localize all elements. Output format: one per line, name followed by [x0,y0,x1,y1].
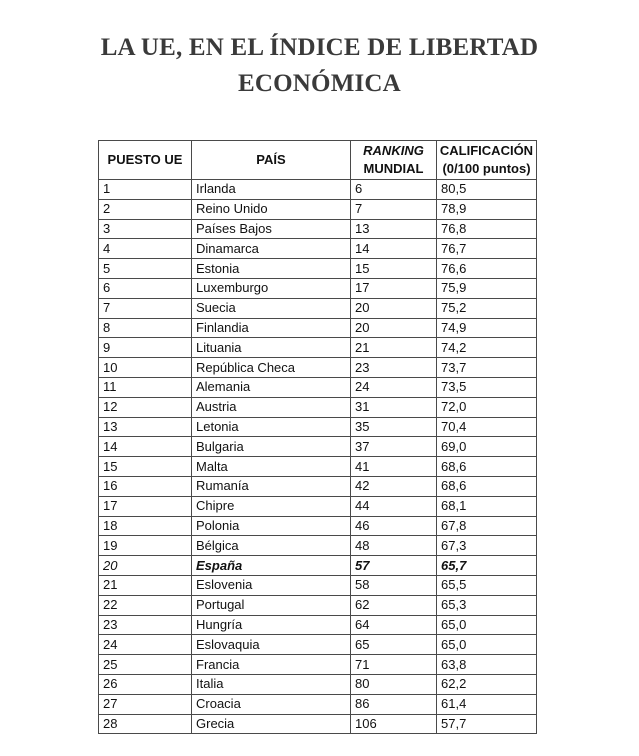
cell-pais: Portugal [192,595,351,615]
cell-calificacion: 69,0 [437,437,537,457]
cell-ranking: 57 [351,556,437,576]
cell-pais: Croacia [192,694,351,714]
cell-ranking: 64 [351,615,437,635]
cell-ranking: 24 [351,377,437,397]
header-pais: PAÍS [192,141,351,180]
cell-pais: Eslovaquia [192,635,351,655]
cell-puesto: 24 [99,635,192,655]
cell-puesto: 27 [99,694,192,714]
title-line-1: LA UE, EN EL ÍNDICE DE LIBERTAD [100,34,539,61]
cell-ranking: 14 [351,239,437,259]
cell-puesto: 13 [99,417,192,437]
cell-calificacion: 70,4 [437,417,537,437]
cell-ranking: 15 [351,259,437,279]
table-body [99,180,537,734]
cell-calificacion: 78,9 [437,199,537,219]
cell-calificacion: 65,0 [437,635,537,655]
cell-pais: Malta [192,457,351,477]
cell-ranking: 86 [351,694,437,714]
cell-pais: Bulgaria [192,437,351,457]
cell-calificacion: 72,0 [437,397,537,417]
cell-puesto: 11 [99,377,192,397]
cell-pais: Grecia [192,714,351,734]
cell-ranking: 23 [351,358,437,378]
cell-pais: Países Bajos [192,219,351,239]
table-row [99,219,537,239]
table-row [99,674,537,694]
table-row [99,417,537,437]
cell-calificacion: 67,8 [437,516,537,536]
cell-puesto: 14 [99,437,192,457]
table-row [99,496,537,516]
table-row [99,476,537,496]
cell-pais: Finlandia [192,318,351,338]
cell-puesto: 25 [99,655,192,675]
cell-calificacion: 80,5 [437,180,537,200]
cell-calificacion: 65,0 [437,615,537,635]
table-row [99,259,537,279]
cell-puesto: 17 [99,496,192,516]
table-row [99,536,537,556]
cell-pais: Lituania [192,338,351,358]
header-puesto: PUESTO UE [99,141,192,180]
table-row [99,199,537,219]
cell-calificacion: 63,8 [437,655,537,675]
cell-puesto: 9 [99,338,192,358]
cell-pais: Suecia [192,298,351,318]
table-row [99,694,537,714]
cell-calificacion: 65,3 [437,595,537,615]
eu-freedom-index-table [98,140,537,734]
cell-puesto: 22 [99,595,192,615]
cell-pais: Reino Unido [192,199,351,219]
table-row [99,437,537,457]
cell-puesto: 7 [99,298,192,318]
table-row [99,377,537,397]
header-calificacion [437,141,537,180]
cell-pais: Rumanía [192,476,351,496]
cell-puesto: 15 [99,457,192,477]
table-row [99,298,537,318]
cell-pais: Polonia [192,516,351,536]
table-row [99,338,537,358]
cell-ranking: 31 [351,397,437,417]
cell-ranking: 46 [351,516,437,536]
cell-calificacion: 73,5 [437,377,537,397]
cell-ranking: 37 [351,437,437,457]
cell-ranking: 80 [351,674,437,694]
cell-pais: Irlanda [192,180,351,200]
table-row [99,635,537,655]
cell-pais: Eslovenia [192,575,351,595]
cell-pais: Italia [192,674,351,694]
cell-puesto: 18 [99,516,192,536]
cell-pais: Hungría [192,615,351,635]
table-row [99,358,537,378]
cell-calificacion: 67,3 [437,536,537,556]
table-row [99,714,537,734]
header-ranking-line-1: RANKING [363,143,424,158]
cell-puesto: 20 [99,556,192,576]
table-row [99,457,537,477]
cell-ranking: 71 [351,655,437,675]
table-row [99,180,537,200]
cell-calificacion: 65,7 [437,556,537,576]
cell-ranking: 44 [351,496,437,516]
cell-puesto: 10 [99,358,192,378]
cell-ranking: 35 [351,417,437,437]
cell-calificacion: 65,5 [437,575,537,595]
cell-puesto: 4 [99,239,192,259]
cell-ranking: 106 [351,714,437,734]
cell-ranking: 62 [351,595,437,615]
table-row [99,397,537,417]
cell-puesto: 23 [99,615,192,635]
table-row [99,516,537,536]
cell-ranking: 48 [351,536,437,556]
cell-puesto: 6 [99,278,192,298]
cell-calificacion: 76,7 [437,239,537,259]
header-calificacion-line-2: (0/100 puntos) [442,161,531,176]
cell-ranking: 58 [351,575,437,595]
table-row [99,655,537,675]
cell-pais: Estonia [192,259,351,279]
cell-calificacion: 76,6 [437,259,537,279]
cell-puesto: 21 [99,575,192,595]
cell-puesto: 8 [99,318,192,338]
header-ranking-line-2: MUNDIAL [363,161,424,176]
page-title [0,30,639,102]
cell-ranking: 20 [351,318,437,338]
table-row [99,239,537,259]
table-row [99,595,537,615]
cell-ranking: 13 [351,219,437,239]
title-line-2: ECONÓMICA [238,70,401,97]
cell-pais: Chipre [192,496,351,516]
cell-puesto: 3 [99,219,192,239]
cell-calificacion: 61,4 [437,694,537,714]
cell-puesto: 26 [99,674,192,694]
cell-calificacion: 75,9 [437,278,537,298]
cell-puesto: 19 [99,536,192,556]
cell-pais: Letonia [192,417,351,437]
cell-pais: Francia [192,655,351,675]
cell-puesto: 28 [99,714,192,734]
cell-calificacion: 73,7 [437,358,537,378]
cell-pais: Bélgica [192,536,351,556]
cell-ranking: 20 [351,298,437,318]
table-row [99,278,537,298]
cell-pais: Luxemburgo [192,278,351,298]
cell-calificacion: 62,2 [437,674,537,694]
cell-calificacion: 74,2 [437,338,537,358]
cell-puesto: 16 [99,476,192,496]
cell-ranking: 42 [351,476,437,496]
cell-pais: República Checa [192,358,351,378]
table-row [99,556,537,576]
cell-ranking: 17 [351,278,437,298]
cell-pais: Austria [192,397,351,417]
cell-calificacion: 75,2 [437,298,537,318]
cell-ranking: 6 [351,180,437,200]
cell-calificacion: 68,6 [437,457,537,477]
header-calificacion-line-1: CALIFICACIÓN [439,143,534,158]
table-row [99,575,537,595]
cell-ranking: 65 [351,635,437,655]
cell-calificacion: 68,1 [437,496,537,516]
cell-pais: Alemania [192,377,351,397]
table-header-row [99,141,537,180]
cell-puesto: 5 [99,259,192,279]
cell-calificacion: 68,6 [437,476,537,496]
cell-pais: Dinamarca [192,239,351,259]
cell-puesto: 1 [99,180,192,200]
header-ranking [351,141,437,180]
cell-puesto: 12 [99,397,192,417]
cell-puesto: 2 [99,199,192,219]
cell-ranking: 7 [351,199,437,219]
cell-calificacion: 74,9 [437,318,537,338]
table-row [99,318,537,338]
cell-calificacion: 76,8 [437,219,537,239]
cell-calificacion: 57,7 [437,714,537,734]
cell-pais: España [192,556,351,576]
cell-ranking: 41 [351,457,437,477]
cell-ranking: 21 [351,338,437,358]
table-row [99,615,537,635]
